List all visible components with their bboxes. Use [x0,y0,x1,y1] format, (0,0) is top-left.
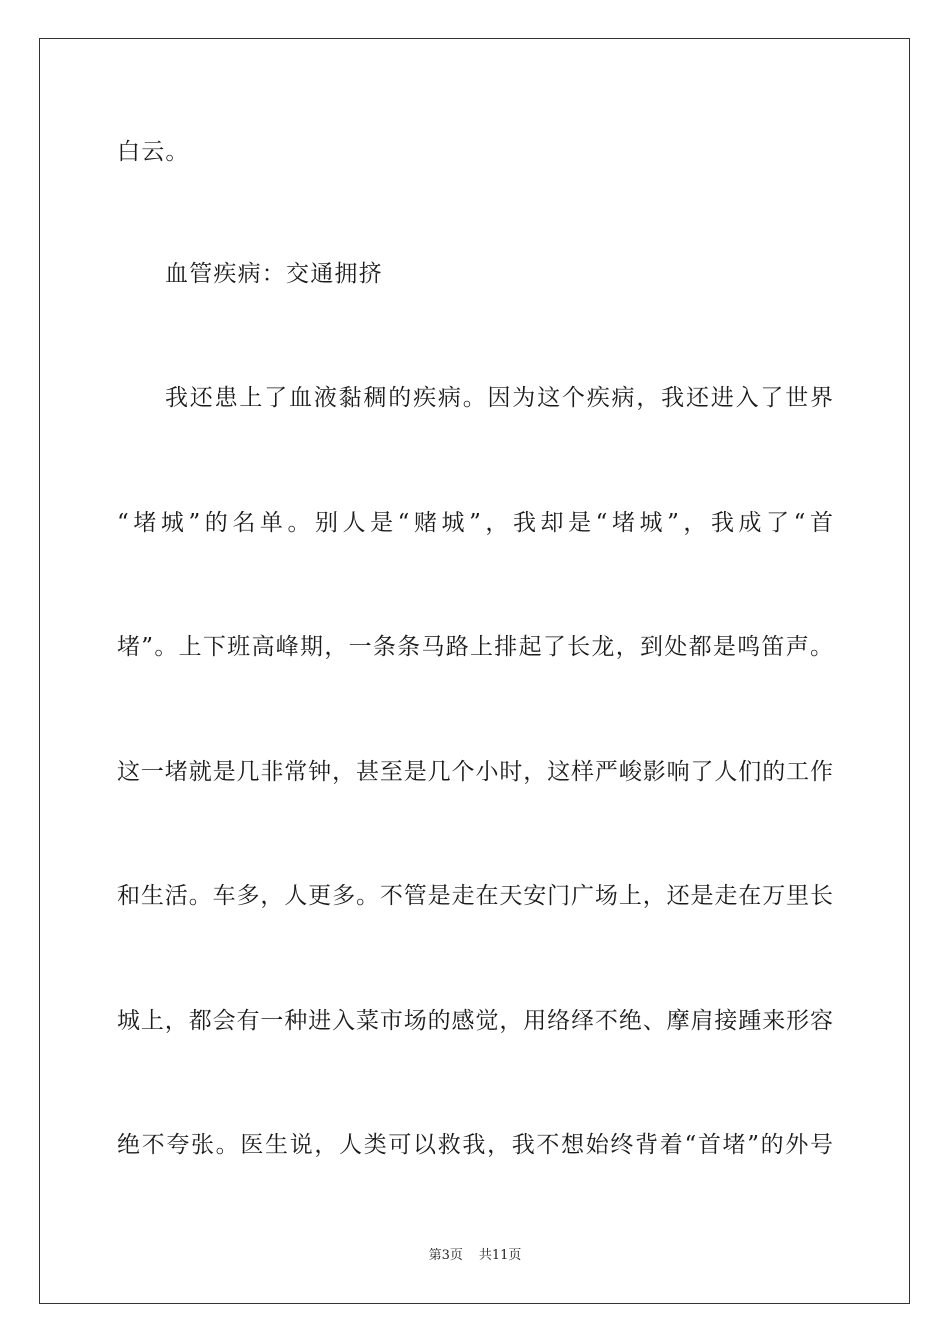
page-total: 共11页 [478,1248,522,1263]
page-number: 第3页 [428,1248,463,1263]
text-line-5: 堵”。上下班高峰期，一条条马路上排起了长龙，到处都是鸣笛声。 [117,634,833,660]
text-line-4: “堵城”的名单。别人是“赌城”，我却是“堵城”，我成了“首 [117,510,833,536]
page-border [39,38,910,1304]
page-footer [0,1247,950,1265]
text-line-1: 白云。 [117,139,190,165]
text-line-9: 绝不夸张。医生说，人类可以救我，我不想始终背着“首堵”的外号 [117,1132,833,1158]
text-line-8: 城上，都会有一种进入菜市场的感觉，用络绎不绝、摩肩接踵来形容 [117,1008,833,1034]
text-line-6: 这一堵就是几非常钟，甚至是几个小时，这样严峻影响了人们的工作 [117,759,833,785]
section-heading: 血管疾病：交通拥挤 [165,261,383,287]
text-line-7: 和生活。车多，人更多。不管是走在天安门广场上，还是走在万里长 [117,883,833,909]
text-line-3: 我还患上了血液黏稠的疾病。因为这个疾病，我还进入了世界 [165,385,833,411]
